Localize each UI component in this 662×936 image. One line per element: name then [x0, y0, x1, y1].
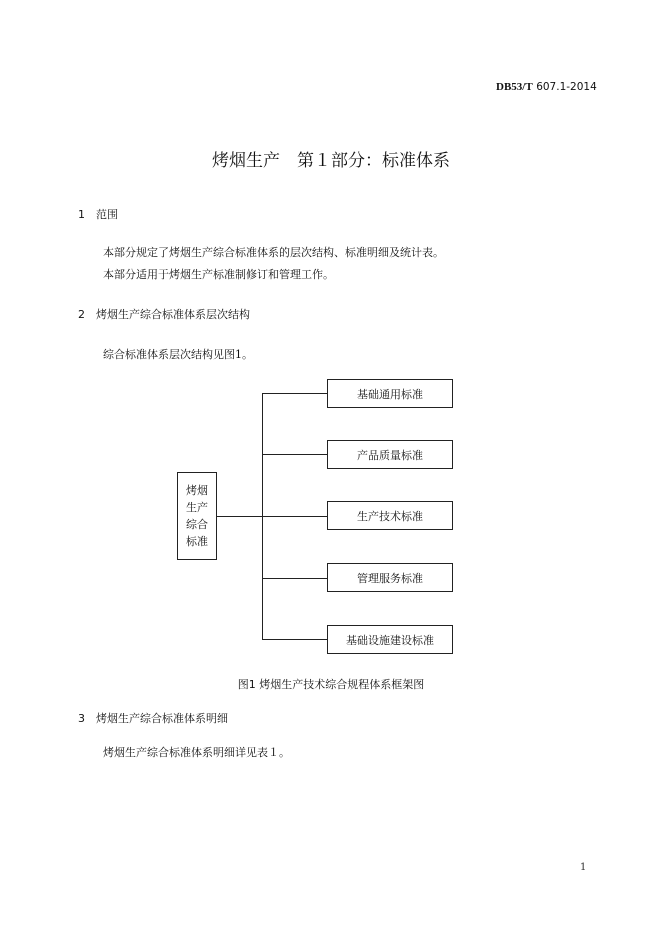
connector-branch-4 — [262, 578, 327, 579]
branch-node-label: 生产技术标准 — [357, 509, 423, 523]
paragraph: 本部分适用于烤烟生产标准制修订和管理工作。 — [103, 268, 334, 281]
paragraph: 综合标准体系层次结构见图1。 — [103, 348, 253, 361]
document-title: 烤烟生产 第１部分：标准体系 — [212, 151, 450, 171]
section-2-heading — [78, 306, 250, 322]
page-number: 1 — [580, 862, 587, 873]
branch-node-label: 产品质量标准 — [357, 448, 423, 462]
branch-node-product-quality — [327, 440, 453, 469]
paragraph: 烤烟生产综合标准体系明细详见表１。 — [103, 746, 290, 759]
document-code-number: 607.1-2014 — [536, 81, 597, 93]
section-title: 烤烟生产综合标准体系明细 — [96, 712, 228, 725]
branch-node-label: 基础设施建设标准 — [346, 633, 434, 647]
branch-node-label: 管理服务标准 — [357, 571, 423, 585]
root-node-line: 标准 — [186, 535, 208, 548]
connector-root-horizontal — [217, 516, 262, 517]
root-node-line: 烤烟 — [186, 484, 208, 497]
section-title: 范围 — [96, 208, 118, 221]
paragraph: 本部分规定了烤烟生产综合标准体系的层次结构、标准明细及统计表。 — [103, 246, 444, 259]
figure-caption: 图1 烤烟生产技术综合规程体系框架图 — [237, 678, 425, 691]
section-number: 2 — [78, 308, 85, 321]
connector-branch-5 — [262, 639, 327, 640]
section-title: 烤烟生产综合标准体系层次结构 — [96, 308, 250, 321]
branch-node-infrastructure — [327, 625, 453, 654]
root-node-line: 综合 — [186, 518, 208, 531]
section-1-heading — [78, 206, 118, 222]
section-number: 1 — [78, 208, 85, 221]
connector-branch-2 — [262, 454, 327, 455]
root-node-line: 生产 — [186, 501, 208, 514]
connector-branch-3 — [262, 516, 327, 517]
connector-branch-1 — [262, 393, 327, 394]
branch-node-production-technology — [327, 501, 453, 530]
section-number: 3 — [78, 712, 85, 725]
root-node-box — [177, 472, 217, 560]
document-code — [496, 80, 597, 93]
branch-node-management-service — [327, 563, 453, 592]
branch-node-basic-general — [327, 379, 453, 408]
document-code-prefix: DB53/T — [496, 81, 533, 93]
branch-node-label: 基础通用标准 — [357, 387, 423, 401]
section-3-heading — [78, 710, 228, 726]
